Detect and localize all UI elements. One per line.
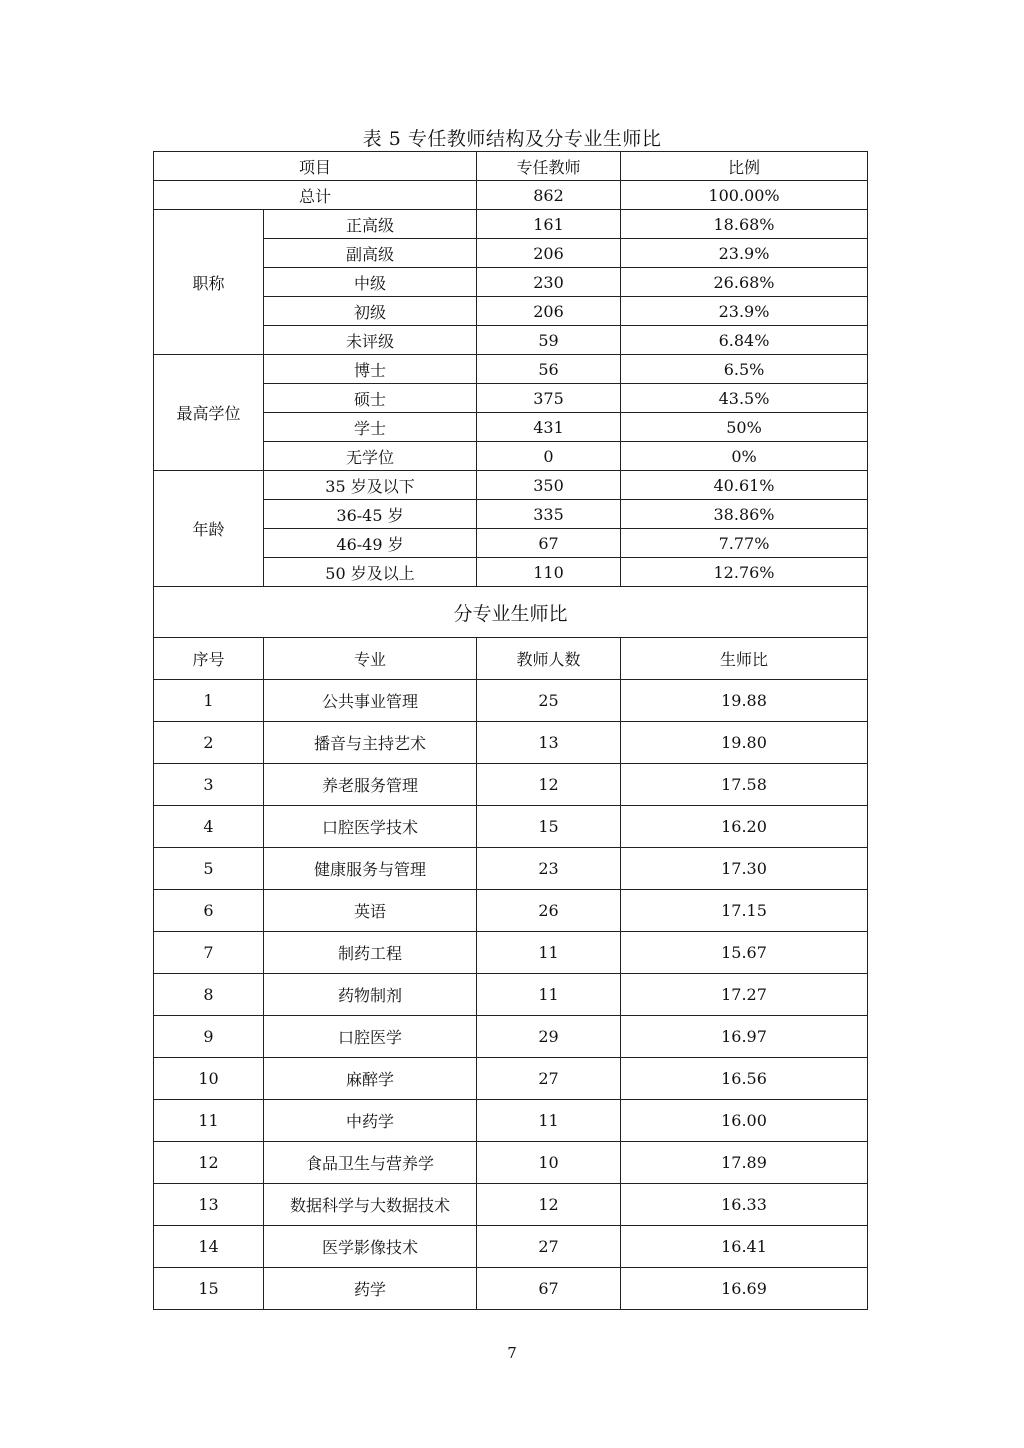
major-teachers: 26	[477, 890, 621, 932]
major-header-ratio: 生师比	[621, 638, 868, 680]
major-ratio: 16.00	[621, 1100, 868, 1142]
row-label: 正高级	[264, 210, 477, 239]
total-row	[154, 181, 868, 210]
major-row	[154, 1142, 868, 1184]
major-name: 制药工程	[264, 932, 477, 974]
table-body	[154, 152, 868, 1310]
major-ratio: 16.41	[621, 1226, 868, 1268]
major-name: 公共事业管理	[264, 680, 477, 722]
major-no: 14	[154, 1226, 264, 1268]
row-ratio: 23.9%	[621, 297, 868, 326]
row-label: 36-45 岁	[264, 500, 477, 529]
major-teachers: 13	[477, 722, 621, 764]
major-no: 1	[154, 680, 264, 722]
major-ratio: 16.69	[621, 1268, 868, 1310]
major-teachers: 12	[477, 1184, 621, 1226]
major-row	[154, 1058, 868, 1100]
row-label: 学士	[264, 413, 477, 442]
total-count: 862	[477, 181, 621, 210]
row-label: 46-49 岁	[264, 529, 477, 558]
major-no: 6	[154, 890, 264, 932]
row-label: 未评级	[264, 326, 477, 355]
major-header-teachers: 教师人数	[477, 638, 621, 680]
row-label: 副高级	[264, 239, 477, 268]
major-header-no: 序号	[154, 638, 264, 680]
row-count: 161	[477, 210, 621, 239]
major-no: 5	[154, 848, 264, 890]
major-no: 9	[154, 1016, 264, 1058]
table-caption: 表 5 专任教师结构及分专业生师比	[362, 128, 662, 150]
major-no: 3	[154, 764, 264, 806]
header-teachers: 专任教师	[477, 152, 621, 181]
major-name: 麻醉学	[264, 1058, 477, 1100]
group-label: 年龄	[154, 471, 264, 587]
major-teachers: 27	[477, 1226, 621, 1268]
group-label: 最高学位	[154, 355, 264, 471]
major-name: 食品卫生与营养学	[264, 1142, 477, 1184]
major-teachers: 12	[477, 764, 621, 806]
row-count: 0	[477, 442, 621, 471]
row-label: 中级	[264, 268, 477, 297]
major-ratio: 19.88	[621, 680, 868, 722]
total-ratio: 100.00%	[621, 181, 868, 210]
major-ratio: 15.67	[621, 932, 868, 974]
row-label: 35 岁及以下	[264, 471, 477, 500]
row-ratio: 6.84%	[621, 326, 868, 355]
row-count: 431	[477, 413, 621, 442]
row-ratio: 50%	[621, 413, 868, 442]
major-no: 13	[154, 1184, 264, 1226]
row-label: 50 岁及以上	[264, 558, 477, 587]
major-name: 数据科学与大数据技术	[264, 1184, 477, 1226]
major-name: 口腔医学技术	[264, 806, 477, 848]
major-row	[154, 722, 868, 764]
row-count: 110	[477, 558, 621, 587]
header-ratio: 比例	[621, 152, 868, 181]
table-row	[154, 355, 868, 384]
teacher-structure-table	[153, 151, 868, 1310]
major-row	[154, 848, 868, 890]
row-count: 335	[477, 500, 621, 529]
major-ratio: 16.97	[621, 1016, 868, 1058]
major-no: 8	[154, 974, 264, 1016]
major-no: 10	[154, 1058, 264, 1100]
major-teachers: 27	[477, 1058, 621, 1100]
section-title-row	[154, 587, 868, 638]
major-no: 4	[154, 806, 264, 848]
major-row	[154, 1226, 868, 1268]
major-name: 药学	[264, 1268, 477, 1310]
row-count: 206	[477, 239, 621, 268]
major-teachers: 11	[477, 932, 621, 974]
row-ratio: 38.86%	[621, 500, 868, 529]
major-ratio: 17.58	[621, 764, 868, 806]
table-row	[154, 210, 868, 239]
major-teachers: 15	[477, 806, 621, 848]
total-label: 总计	[154, 181, 477, 210]
row-ratio: 23.9%	[621, 239, 868, 268]
major-teachers: 23	[477, 848, 621, 890]
header-item: 项目	[154, 152, 477, 181]
row-count: 59	[477, 326, 621, 355]
row-ratio: 0%	[621, 442, 868, 471]
major-name: 药物制剂	[264, 974, 477, 1016]
major-ratio: 16.56	[621, 1058, 868, 1100]
row-ratio: 12.76%	[621, 558, 868, 587]
major-ratio: 17.15	[621, 890, 868, 932]
major-header-row	[154, 638, 868, 680]
major-ratio: 19.80	[621, 722, 868, 764]
major-ratio: 16.33	[621, 1184, 868, 1226]
major-ratio: 17.89	[621, 1142, 868, 1184]
major-name: 英语	[264, 890, 477, 932]
major-name: 播音与主持艺术	[264, 722, 477, 764]
major-teachers: 25	[477, 680, 621, 722]
row-ratio: 26.68%	[621, 268, 868, 297]
row-ratio: 18.68%	[621, 210, 868, 239]
row-count: 375	[477, 384, 621, 413]
row-count: 230	[477, 268, 621, 297]
header-row	[154, 152, 868, 181]
table-row	[154, 471, 868, 500]
major-teachers: 67	[477, 1268, 621, 1310]
major-no: 12	[154, 1142, 264, 1184]
major-row	[154, 932, 868, 974]
major-name: 口腔医学	[264, 1016, 477, 1058]
major-row	[154, 680, 868, 722]
row-ratio: 6.5%	[621, 355, 868, 384]
major-row	[154, 806, 868, 848]
major-name: 健康服务与管理	[264, 848, 477, 890]
major-ratio: 17.27	[621, 974, 868, 1016]
major-no: 15	[154, 1268, 264, 1310]
major-no: 11	[154, 1100, 264, 1142]
row-label: 硕士	[264, 384, 477, 413]
group-label: 职称	[154, 210, 264, 355]
row-label: 初级	[264, 297, 477, 326]
major-row	[154, 1100, 868, 1142]
row-ratio: 40.61%	[621, 471, 868, 500]
major-row	[154, 1016, 868, 1058]
major-name: 养老服务管理	[264, 764, 477, 806]
row-count: 56	[477, 355, 621, 384]
row-ratio: 43.5%	[621, 384, 868, 413]
major-no: 2	[154, 722, 264, 764]
row-count: 67	[477, 529, 621, 558]
major-header-major: 专业	[264, 638, 477, 680]
major-teachers: 29	[477, 1016, 621, 1058]
major-teachers: 10	[477, 1142, 621, 1184]
page-number: 7	[507, 1344, 517, 1362]
major-ratio: 16.20	[621, 806, 868, 848]
major-name: 医学影像技术	[264, 1226, 477, 1268]
row-ratio: 7.77%	[621, 529, 868, 558]
major-row	[154, 1268, 868, 1310]
major-teachers: 11	[477, 1100, 621, 1142]
major-row	[154, 974, 868, 1016]
row-count: 350	[477, 471, 621, 500]
major-row	[154, 1184, 868, 1226]
row-count: 206	[477, 297, 621, 326]
row-label: 博士	[264, 355, 477, 384]
major-ratio: 17.30	[621, 848, 868, 890]
major-no: 7	[154, 932, 264, 974]
major-teachers: 11	[477, 974, 621, 1016]
row-label: 无学位	[264, 442, 477, 471]
section-title: 分专业生师比	[154, 587, 868, 638]
major-row	[154, 890, 868, 932]
major-row	[154, 764, 868, 806]
major-name: 中药学	[264, 1100, 477, 1142]
